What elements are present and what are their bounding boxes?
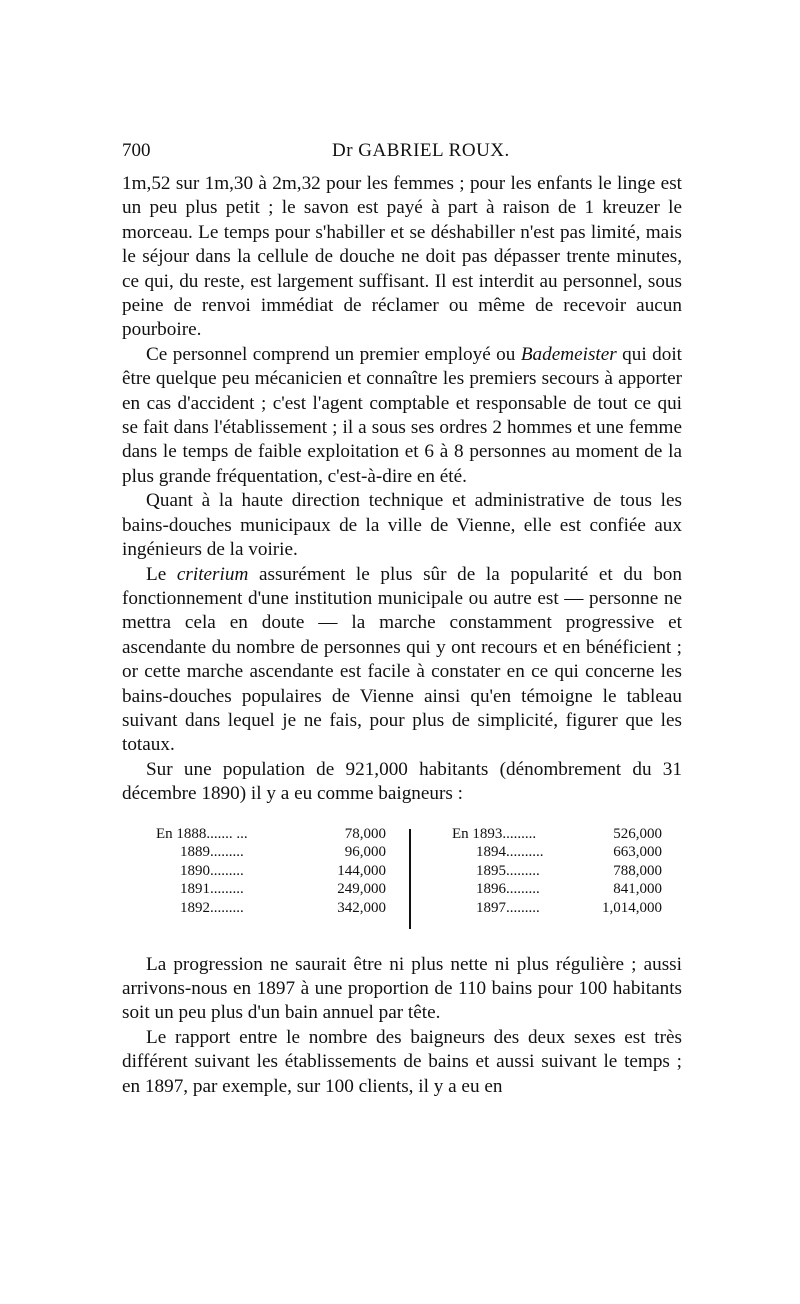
paragraph-4-text-b: assurément le plus sûr de la popularité et du bon fonctionnement d'une institution municipale ou autre est — personne ne mettra cela en doute — la marche constamment progressive et ascendante du nombre de personnes qui y ont recours et en bénéficient ; or cette marche ascendante est facile à constater en ce qui concerne les bains-douches populaires de Vienne ainsi qu'en témoigne le tableau suivant dans lequel je ne fais, pour plus de simplicité, figurer que les totaux. [122, 563, 682, 756]
table-value: 78,000 [344, 825, 386, 842]
table-year: 1892......... [180, 899, 244, 916]
table-value: 663,000 [613, 844, 662, 861]
paragraph-2-italic-term: Bademeister [520, 343, 617, 365]
running-header [122, 140, 682, 166]
table-right-column [452, 825, 662, 918]
paragraph-4 [122, 563, 682, 758]
table-year: 1889......... [180, 844, 244, 861]
table-year: 1890......... [180, 862, 244, 879]
paragraph-4-italic-term: criterium [176, 563, 249, 585]
table-divider [409, 829, 411, 929]
table-year: 1891......... [180, 881, 244, 898]
table-row [452, 825, 662, 844]
table-value: 342,000 [337, 899, 386, 916]
table-year: 1894.......... [476, 844, 544, 861]
table-year: 1896......... [476, 881, 540, 898]
table-row [452, 899, 662, 918]
page-number: 700 [122, 140, 151, 161]
paragraph-3: Quant à la haute direction technique et administrative de tous les bains-douches municipaux de la ville de Vienne, elle est confiée aux ingénieurs de la voirie. [122, 490, 682, 561]
table-value: 526,000 [613, 825, 662, 842]
table-row [156, 825, 386, 844]
table-value: 144,000 [337, 862, 386, 879]
table-value: 249,000 [337, 881, 386, 898]
table-row [156, 899, 386, 918]
paragraph-2 [122, 343, 682, 489]
paragraph-2-text-a: Ce personnel comprend un premier employé ou [146, 343, 521, 365]
paragraph-6: La progression ne saurait être ni plus nette ni plus régulière ; aussi arrivons-nous en 1897 à une proportion de 110 bains pour 100 habitants soit un peu plus d'un bain annuel par tête. [122, 953, 682, 1024]
table-row [452, 843, 662, 862]
table-row [452, 880, 662, 899]
table-year: En 1888....... ... [156, 825, 248, 842]
paragraph-7: Le rapport entre le nombre des baigneurs des deux sexes est très différent suivant les établissements de bains et aussi suivant le temps ; en 1897, par exemple, sur 100 clients, il y a eu en [122, 1026, 682, 1097]
table-row [156, 843, 386, 862]
bathers-table [122, 825, 682, 933]
book-page [122, 140, 682, 1099]
table-value: 96,000 [344, 844, 386, 861]
table-year: En 1893......... [452, 825, 537, 842]
table-value: 841,000 [613, 881, 662, 898]
paragraph-4-text-a: Le [146, 563, 177, 585]
table-year: 1895......... [476, 862, 540, 879]
table-value: 1,014,000 [602, 899, 662, 916]
table-row [452, 862, 662, 881]
running-title: Dr GABRIEL ROUX. [332, 140, 510, 161]
table-row [156, 880, 386, 899]
paragraph-1: 1m,52 sur 1m,30 à 2m,32 pour les femmes ; pour les enfants le linge est un peu plus petit ; le savon est payé à part à raison de 1 kreuzer le morceau. Le temps pour s'habiller et se déshabiller n'est pas limité, mais le séjour dans la cellule de douche ne doit pas dépasser trente minutes, ce qui, du reste, est largement suffisant. Il est interdit au personnel, sous peine de renvoi immédiat de réclamer ou même de recevoir aucun pourboire. [122, 173, 682, 341]
table-row [156, 862, 386, 881]
paragraph-2-text-b: qui doit être quelque peu mécanicien et connaître les premiers secours à apporter en cas d'accident ; c'est l'agent comptable et responsable de tout ce qui se fait dans l'établissement ; il a sous ses ordres 2 hommes et une femme dans le temps de faible exploitation et 6 à 8 personnes au moment de la plus grande fréquentation, c'est-à-dire en été. [122, 343, 682, 487]
table-left-column [156, 825, 386, 918]
table-value: 788,000 [613, 862, 662, 879]
paragraph-5: Sur une population de 921,000 habitants (dénombrement du 31 décembre 1890) il y a eu comme baigneurs : [122, 758, 682, 805]
table-year: 1897......... [476, 899, 540, 916]
